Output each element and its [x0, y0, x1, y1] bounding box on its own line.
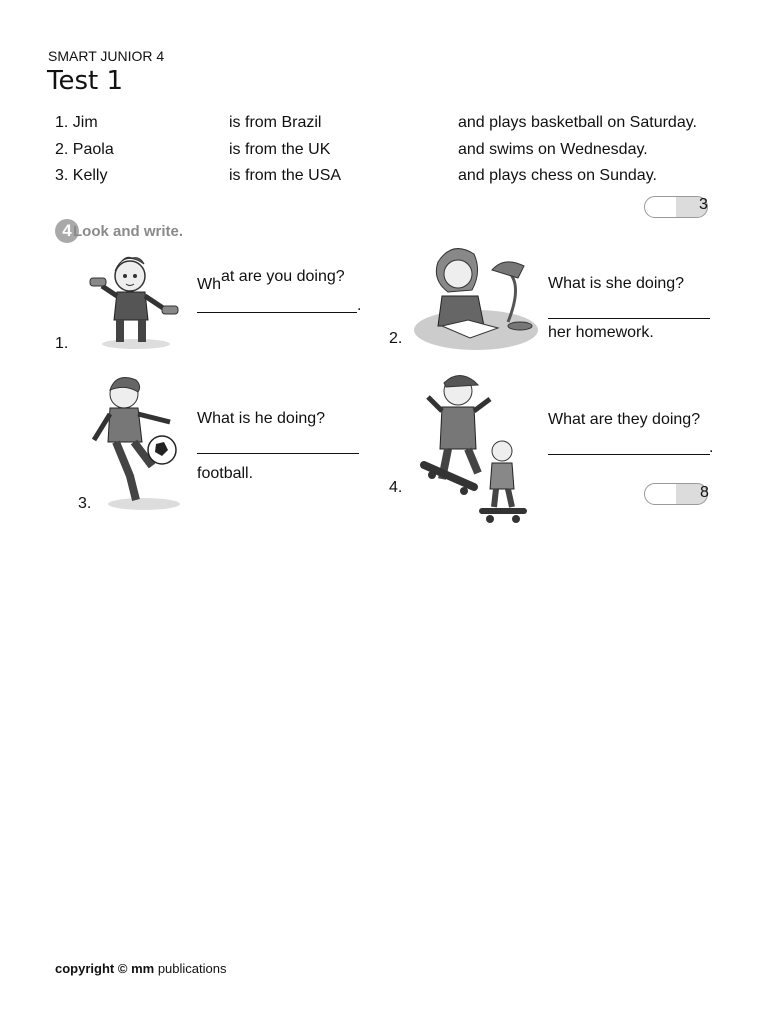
boy-playing-football-icon	[86, 370, 186, 514]
item-1-number: 1.	[55, 335, 69, 352]
footer-copyright-symbol: ©	[117, 961, 128, 976]
boy-lifting-dumbbells-icon	[84, 244, 188, 352]
item-4-question: What are they doing?	[548, 411, 701, 428]
item-3-number: 3.	[78, 495, 92, 512]
row-3-activity: and plays chess on Sunday.	[458, 167, 657, 184]
row-1-from: is from Brazil	[229, 114, 322, 131]
item-3-answer-line[interactable]	[197, 453, 359, 454]
row-1-name: 1. Jim	[55, 114, 98, 131]
row-2-name: 2. Paola	[55, 141, 114, 158]
item-2-answer-line[interactable]	[548, 318, 710, 319]
footer-copyright-word: copyright	[55, 961, 115, 976]
score-2-value: 8	[700, 484, 709, 501]
brand-label: SMART JUNIOR 4	[48, 48, 165, 64]
item-1-answer-end: .	[357, 297, 362, 314]
kids-skateboarding-icon	[418, 369, 528, 525]
row-3-name: 3. Kelly	[55, 167, 108, 184]
row-2-from: is from the UK	[229, 141, 331, 158]
item-4-number: 4.	[389, 479, 403, 496]
item-2-answer-tail: her homework.	[548, 324, 654, 341]
item-3-question: What is he doing?	[197, 410, 326, 427]
item-1-answer-line[interactable]	[197, 312, 357, 313]
item-4-answer-line[interactable]	[548, 454, 710, 455]
item-2-number: 2.	[389, 330, 403, 347]
score-1-value: 3	[699, 196, 708, 213]
exercise-instruction: Look and write.	[73, 223, 184, 240]
girl-doing-homework-icon	[412, 242, 542, 354]
row-1-activity: and plays basketball on Saturday.	[458, 114, 697, 131]
footer-copyright	[55, 961, 226, 976]
item-2-question: What is she doing?	[548, 275, 685, 292]
row-2-activity: and swims on Wednesday.	[458, 141, 648, 158]
score-box-2[interactable]	[644, 483, 708, 505]
exercise-number: 4	[55, 219, 79, 243]
footer-publications: publications	[157, 961, 227, 976]
item-4-answer-end: .	[709, 439, 714, 456]
footer-brand: mm	[131, 961, 155, 976]
row-3-from: is from the USA	[229, 167, 342, 184]
page-title: Test 1	[47, 66, 124, 96]
item-1-question: What are you doing?	[197, 268, 345, 293]
item-3-answer-tail: football.	[197, 465, 254, 482]
